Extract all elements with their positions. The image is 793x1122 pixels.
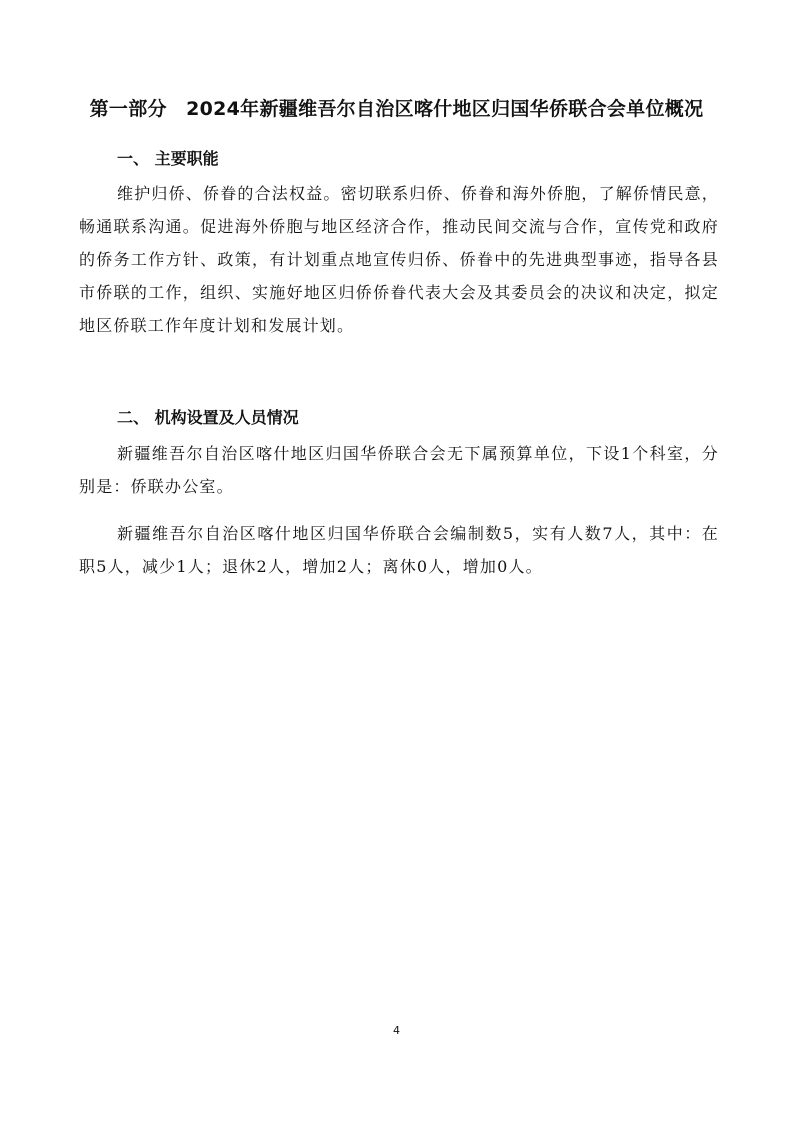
paragraph-main-functions: 维护归侨、侨眷的合法权益。密切联系归侨、侨眷和海外侨胞，了解侨情民意，畅通联系沟通。促进海外侨胞与地区经济合作，推动民间交流与合作，宣传党和政府的侨务工作方针、政策，有计划重点地宣传归侨、侨眷中的先进典型事迹，指导各县市侨联的工作，组织、实施好地区归侨侨眷代表大会及其委员会的决议和决定，拟定地区侨联工作年度计划和发展计划。 — [79, 184, 720, 335]
paragraph-organization-structure: 新疆维吾尔自治区喀什地区归国华侨联合会无下属预算单位，下设1个科室，分别是：侨联办公室。 — [79, 444, 719, 496]
page-number: 4 — [393, 1024, 400, 1037]
section-heading-main-functions: 一、 主要职能 — [117, 149, 219, 168]
paragraph-staffing: 新疆维吾尔自治区喀什地区归国华侨联合会编制数5，实有人数7人，其中：在职5人，减少1人；退休2人，增加2人；离休0人，增加0人。 — [79, 524, 719, 576]
section-heading-organization: 二、 机构设置及人员情况 — [117, 408, 299, 427]
page-title: 第一部分 2024年新疆维吾尔自治区喀什地区归国华侨联合会单位概况 — [89, 98, 704, 120]
